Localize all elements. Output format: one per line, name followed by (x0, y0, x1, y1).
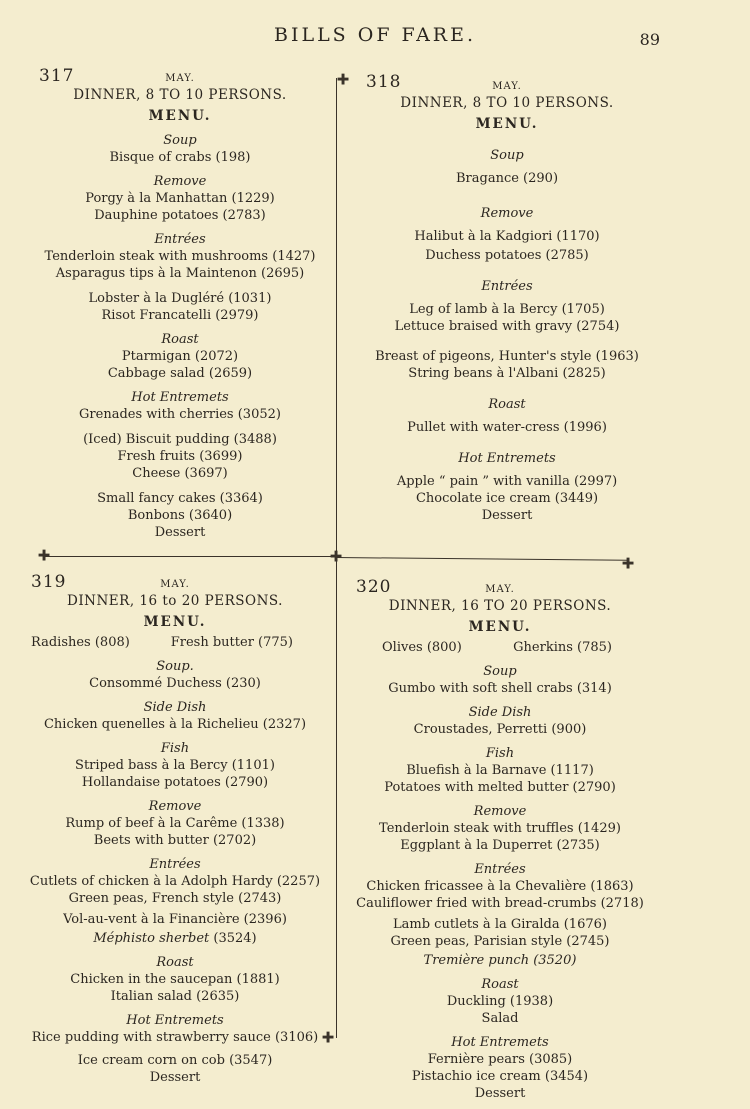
entree-item: Leg of lamb à la Bercy (1705) (409, 302, 605, 317)
course-label-roast: Roast (481, 977, 519, 992)
menu-dinner-heading: DINNER, 8 TO 10 PERSONS. (400, 95, 614, 111)
course-label-entrees: Entrées (474, 862, 526, 877)
course-label-soup: Soup (483, 664, 517, 679)
menu-number: 319 (31, 572, 67, 592)
soup-item: Bragance (290) (455, 171, 559, 186)
hot-entremets-item: Pistachio ice cream (3454) (411, 1069, 589, 1084)
roast-item: Cabbage salad (2659) (107, 366, 253, 381)
hot-entremets-item: Apple “ pain ” with vanilla (2997) (396, 474, 618, 489)
course-label-roast: Roast (488, 397, 526, 412)
entree-item: Vol-au-vent à la Financière (2396) (63, 912, 287, 927)
sherbet-item (25, 930, 325, 947)
menu-title: MENU. (143, 614, 207, 630)
entree-item: Green peas, French style (2743) (68, 891, 282, 906)
entree-item: Risot Francatelli (2979) (101, 308, 259, 323)
remove-item: Eggplant à la Duperret (2735) (400, 838, 600, 853)
entree-item: Lettuce braised with gravy (2754) (394, 319, 620, 334)
entree-item: Green peas, Parisian style (2745) (390, 934, 610, 949)
course-label-hot-entremets: Hot Entremets (131, 390, 229, 405)
roast-item: Salad (481, 1011, 519, 1026)
menu-month: MAY. (492, 81, 522, 92)
course-label-soup: Soup (163, 133, 197, 148)
hors-doeuvre-item: Gherkins (785) (513, 640, 612, 655)
hot-entremets-item: Ice cream corn on cob (3547) (77, 1053, 273, 1068)
fish-item: Striped bass à la Bercy (1101) (75, 758, 275, 773)
sherbet-number: (3524) (213, 931, 257, 946)
dessert-item: Dessert (474, 1086, 526, 1101)
sweet-item: Cheese (3697) (132, 466, 228, 481)
remove-item: Rump of beef à la Carême (1338) (65, 816, 285, 831)
hot-entremets-item: Fernière pears (3085) (427, 1052, 573, 1067)
hot-entremets-item: Chocolate ice cream (3449) (415, 491, 599, 506)
hot-entremets-item: Rice pudding with strawberry sauce (3106) (31, 1030, 319, 1045)
remove-item: Beets with butter (2702) (93, 833, 257, 848)
soup-item: Consommé Duchess (230) (89, 676, 261, 691)
remove-item: Tenderloin steak with truffles (1429) (379, 821, 621, 836)
entree-item: Chicken fricassee à la Chevalière (1863) (366, 879, 634, 894)
page-header: BILLS OF FARE. (273, 24, 477, 46)
menu-dinner-heading: DINNER, 16 TO 20 PERSONS. (388, 598, 612, 614)
menu-title: MENU. (475, 116, 539, 132)
cross-ornament-bottom: ✚ (321, 1028, 335, 1047)
hot-entremets-item: Grenades with cherries (3052) (79, 407, 281, 422)
page-number: 89 (639, 30, 660, 49)
sweet-item: Small fancy cakes (3364) (97, 491, 263, 506)
course-label-remove: Remove (153, 174, 207, 189)
course-label-side-dish: Side Dish (143, 700, 207, 715)
horizontal-rule-right (336, 557, 628, 561)
horizontal-rule-left (44, 556, 336, 557)
course-label-soup: Soup. (156, 659, 194, 674)
cross-ornament-top: ✚ (336, 70, 350, 89)
menu-month: MAY. (485, 584, 515, 595)
menu-title: MENU. (468, 619, 532, 635)
roast-item: Chicken in the saucepan (1881) (70, 972, 280, 987)
menu-dinner-heading: DINNER, 8 TO 10 PERSONS. (73, 87, 287, 103)
menu-317 (30, 70, 330, 541)
fish-item: Potatoes with melted butter (2790) (384, 780, 616, 795)
entree-item: Lobster à la Dugléré (1031) (88, 291, 272, 306)
menu-319 (25, 576, 325, 1086)
roast-item: Italian salad (2635) (110, 989, 240, 1004)
cross-ornament-right: ✚ (621, 554, 635, 573)
course-label-fish: Fish (160, 741, 190, 756)
menu-dinner-heading: DINNER, 16 to 20 PERSONS. (67, 593, 283, 609)
course-label-roast: Roast (156, 955, 194, 970)
hors-doeuvre-item: Olives (800) (382, 640, 462, 655)
dessert-item: Dessert (154, 525, 206, 540)
course-label-remove: Remove (473, 804, 527, 819)
soup-item: Bisque of crabs (198) (109, 150, 251, 165)
course-label-fish: Fish (485, 746, 515, 761)
course-label-roast: Roast (161, 332, 199, 347)
course-label-hot-entremets: Hot Entremets (451, 1035, 549, 1050)
menu-number: 317 (39, 66, 75, 86)
soup-item: Gumbo with soft shell crabs (314) (388, 681, 612, 696)
entree-item: Tenderloin steak with mushrooms (1427) (44, 249, 316, 264)
menu-title: MENU. (148, 108, 212, 124)
course-label-hot-entremets: Hot Entremets (458, 451, 556, 466)
remove-item: Duchess potatoes (2785) (425, 248, 589, 263)
course-label-remove: Remove (480, 206, 534, 221)
entree-item: Cutlets of chicken à la Adolph Hardy (2257) (29, 874, 321, 889)
fish-item: Bluefish à la Barnave (1117) (406, 763, 594, 778)
side-dish-item: Croustades, Perretti (900) (413, 722, 587, 737)
course-label-remove: Remove (148, 799, 202, 814)
hors-doeuvres-row (25, 634, 325, 651)
dessert-item: Dessert (481, 508, 533, 523)
menu-number: 318 (366, 72, 402, 92)
menu-month: MAY. (165, 73, 195, 84)
entree-item: Breast of pigeons, Hunter's style (1963) (375, 349, 639, 364)
roast-item: Pullet with water-cress (1996) (407, 420, 607, 435)
entree-item: Asparagus tips à la Maintenon (2695) (55, 266, 305, 281)
menu-month: MAY. (160, 579, 190, 590)
menu-318 (357, 78, 657, 524)
sweet-item: Bonbons (3640) (127, 508, 233, 523)
hors-doeuvre-item: Radishes (808) (31, 635, 130, 650)
roast-item: Ptarmigan (2072) (121, 349, 239, 364)
course-label-entrees: Entrées (481, 279, 533, 294)
course-label-entrees: Entrées (154, 232, 206, 247)
dessert-item: Dessert (149, 1070, 201, 1085)
course-label-side-dish: Side Dish (468, 705, 532, 720)
cross-ornament-left: ✚ (37, 546, 51, 565)
course-label-soup: Soup (490, 148, 524, 163)
course-label-entrees: Entrées (149, 857, 201, 872)
vertical-rule-bottom (336, 556, 337, 1038)
sweet-item: (Iced) Biscuit pudding (3488) (83, 432, 277, 447)
vertical-rule-top (336, 78, 337, 556)
menu-320 (350, 581, 650, 1102)
entree-item: Lamb cutlets à la Giralda (1676) (393, 917, 607, 932)
remove-item: Porgy à la Manhattan (1229) (85, 191, 275, 206)
side-dish-item: Chicken quenelles à la Richelieu (2327) (43, 717, 307, 732)
roast-item: Duckling (1938) (446, 994, 554, 1009)
hors-doeuvre-item: Fresh butter (775) (170, 635, 293, 650)
entree-item: Cauliflower fried with bread-crumbs (2718) (356, 896, 644, 911)
remove-item: Halibut à la Kadgiori (1170) (414, 229, 600, 244)
sweet-item: Fresh fruits (3699) (117, 449, 243, 464)
entree-item: String beans à l'Albani (2825) (408, 366, 606, 381)
cross-ornament-center: ✚ (329, 547, 343, 566)
punch-item: Tremière punch (3520) (423, 953, 577, 968)
remove-item: Dauphine potatoes (2783) (94, 208, 266, 223)
sherbet-name: Méphisto sherbet (93, 931, 210, 946)
course-label-hot-entremets: Hot Entremets (126, 1013, 224, 1028)
fish-item: Hollandaise potatoes (2790) (81, 775, 269, 790)
menu-number: 320 (356, 577, 392, 597)
hors-doeuvres-row (350, 639, 650, 656)
